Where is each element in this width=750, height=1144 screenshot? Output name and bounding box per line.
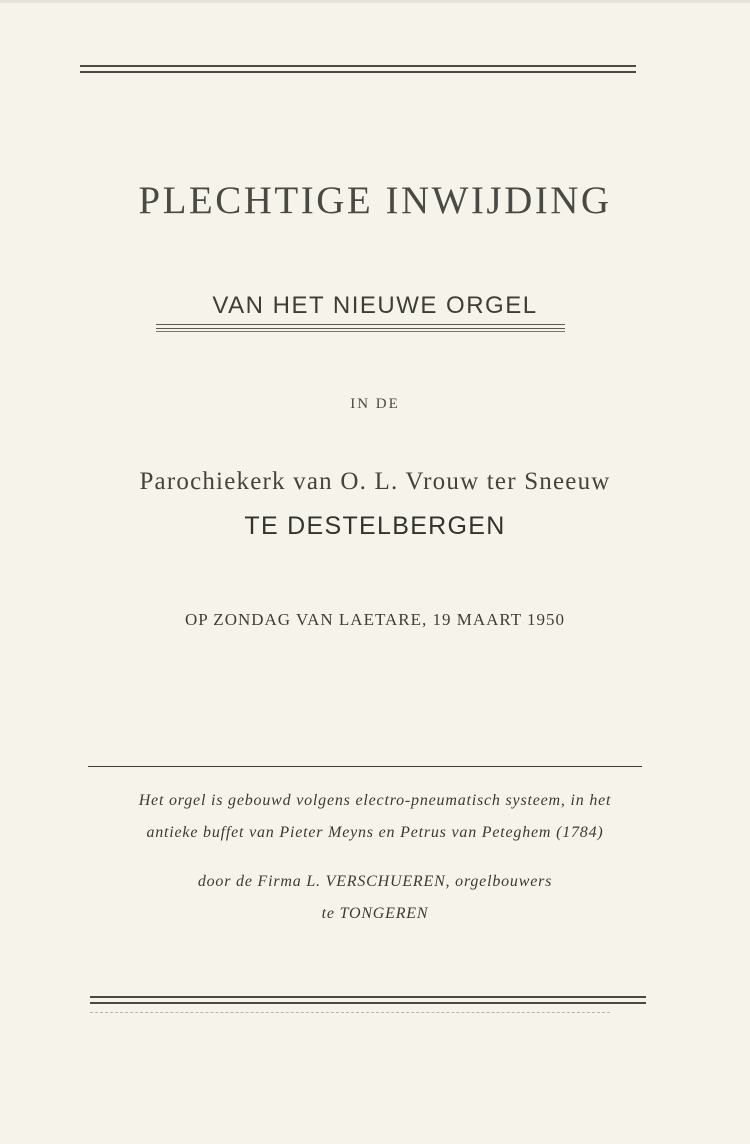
event-date: OP ZONDAG VAN LAETARE, 19 MAART 1950 [184,610,566,629]
place-name: TE DESTELBERGEN [244,512,506,540]
top-double-rule [80,65,636,67]
subtitle-underline [156,324,565,325]
bottom-faint-rule [90,1012,610,1013]
description-line-3: door de Firma L. VERSCHUEREN, orgelbouwers [197,873,553,890]
subtitle-underline-lower [156,331,565,332]
bottom-double-rule [90,996,646,998]
document-title: PLECHTIGE INWIJDING [138,179,612,222]
description-line-2: antieke buffet van Pieter Meyns en Petrus van Peteghem (1784) [146,824,604,841]
middle-rule [88,766,642,767]
church-name: Parochiekerk van O. L. Vrouw ter Sneeuw [139,468,611,495]
description-line-1: Het orgel is gebouwd volgens electro-pneumatisch systeem, in het [138,792,612,809]
document-subtitle: VAN HET NIEUWE ORGEL [212,292,538,319]
description-line-4: te TONGEREN [321,905,429,922]
in-de-text: IN DE [350,396,400,412]
